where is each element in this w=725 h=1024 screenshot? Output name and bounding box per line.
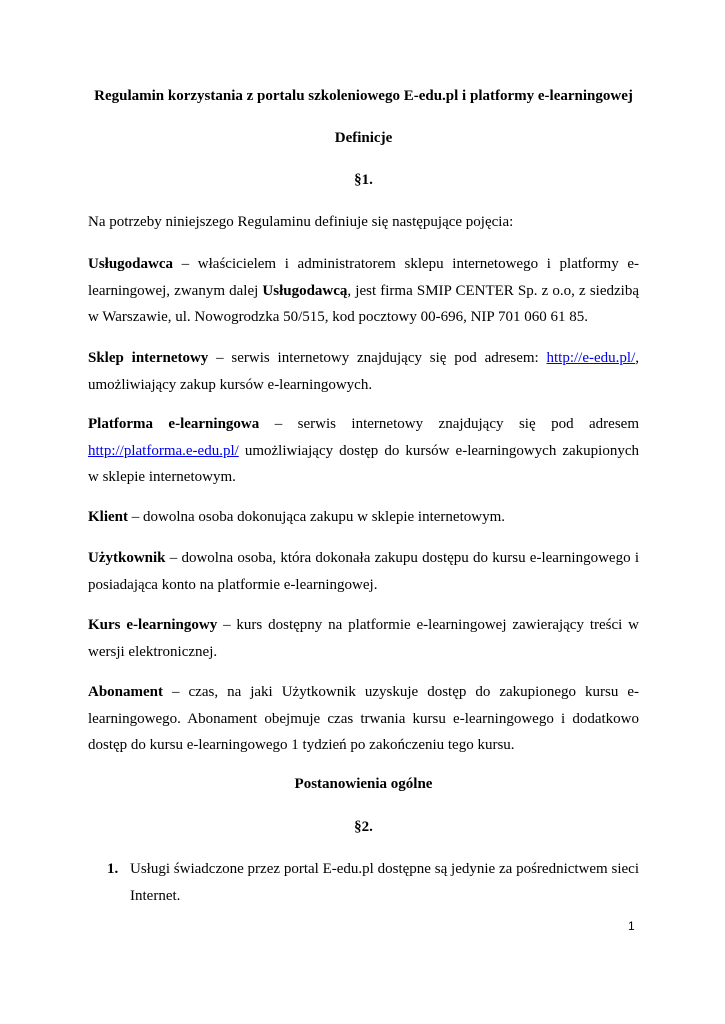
- section1-heading: Definicje: [334, 130, 393, 146]
- definition-uzytkownik: [88, 545, 639, 598]
- definition-term: Usługodawca: [88, 256, 174, 272]
- definition-abonament: [88, 679, 639, 759]
- definition-kurs: [88, 612, 639, 665]
- list-item-text: Usługi świadczone przez portal E-edu.pl dostępne są jedynie za pośrednictwem sieci Internet.: [130, 861, 639, 904]
- definition-platforma: [88, 411, 639, 491]
- definition-text: – kurs dostępny na platformie e-learningowej zawierający treści w wersji elektronicznej.: [88, 617, 640, 660]
- definition-text-after: umożliwiający dostęp do kursów e-learningowych zakupionych w sklepie internetowym.: [88, 442, 639, 485]
- definition-term: Abonament: [88, 684, 164, 700]
- definition-text: – czas, na jaki Użytkownik uzyskuje dostęp do zakupionego kursu e-learningowego. Abonament obejmuje czas trwania kursu e-learningowego i dodatkowo dostęp do kursu e-learningowego 1 tydzień po zakończeniu tego kursu.: [88, 684, 639, 753]
- section2-paragraph-symbol: §2.: [354, 819, 373, 835]
- definition-term-again: Usługodawcą: [262, 282, 348, 299]
- shop-link[interactable]: http://e-edu.pl/: [546, 350, 636, 366]
- section1-intro: Na potrzeby niniejszego Regulaminu definiuje się następujące pojęcia:: [88, 214, 514, 230]
- document-title: Regulamin korzystania z portalu szkoleniowego E-edu.pl i platformy e-learningowej: [94, 88, 633, 104]
- list-item-number: 1.: [107, 861, 119, 877]
- platform-link[interactable]: http://platforma.e-edu.pl/: [88, 442, 239, 459]
- definition-text-after: , umożliwiający zakup kursów e-learningowych.: [88, 350, 639, 393]
- section2-heading: Postanowienia ogólne: [294, 776, 433, 792]
- definition-text-after: , jest firma SMIP CENTER Sp. z o.o, z siedzibą w Warszawie, ul. Nowogrodzka 50/515, kod pocztowy 00-696, NIP 701 060 61 85.: [88, 282, 639, 325]
- page-number: 1: [628, 919, 635, 933]
- section1-paragraph-symbol: §1.: [354, 172, 373, 188]
- definition-term: Użytkownik: [88, 550, 166, 566]
- definition-text: – serwis internetowy znajdujący się pod adresem:: [208, 350, 547, 366]
- definition-term: Klient: [88, 509, 128, 525]
- definition-uslugodawca: [88, 251, 639, 331]
- definition-text: – serwis internetowy znajdujący się pod adresem: [259, 416, 639, 432]
- definition-term: Platforma e-learningowa: [88, 416, 260, 432]
- definition-sklep-internetowy: [88, 345, 639, 398]
- definition-klient: [88, 504, 639, 531]
- definition-text: – właścicielem i administratorem sklepu internetowego i platformy e-learningowej, zwanym dalej: [88, 256, 639, 299]
- definition-term: Sklep internetowy: [88, 350, 209, 366]
- definition-term: Kurs e-learningowy: [88, 617, 218, 633]
- definition-text: – dowolna osoba, która dokonała zakupu dostępu do kursu e-learningowego i posiadająca konto na platformie e-learningowej.: [88, 550, 639, 593]
- definition-text: – dowolna osoba dokonująca zakupu w sklepie internetowym.: [128, 509, 505, 525]
